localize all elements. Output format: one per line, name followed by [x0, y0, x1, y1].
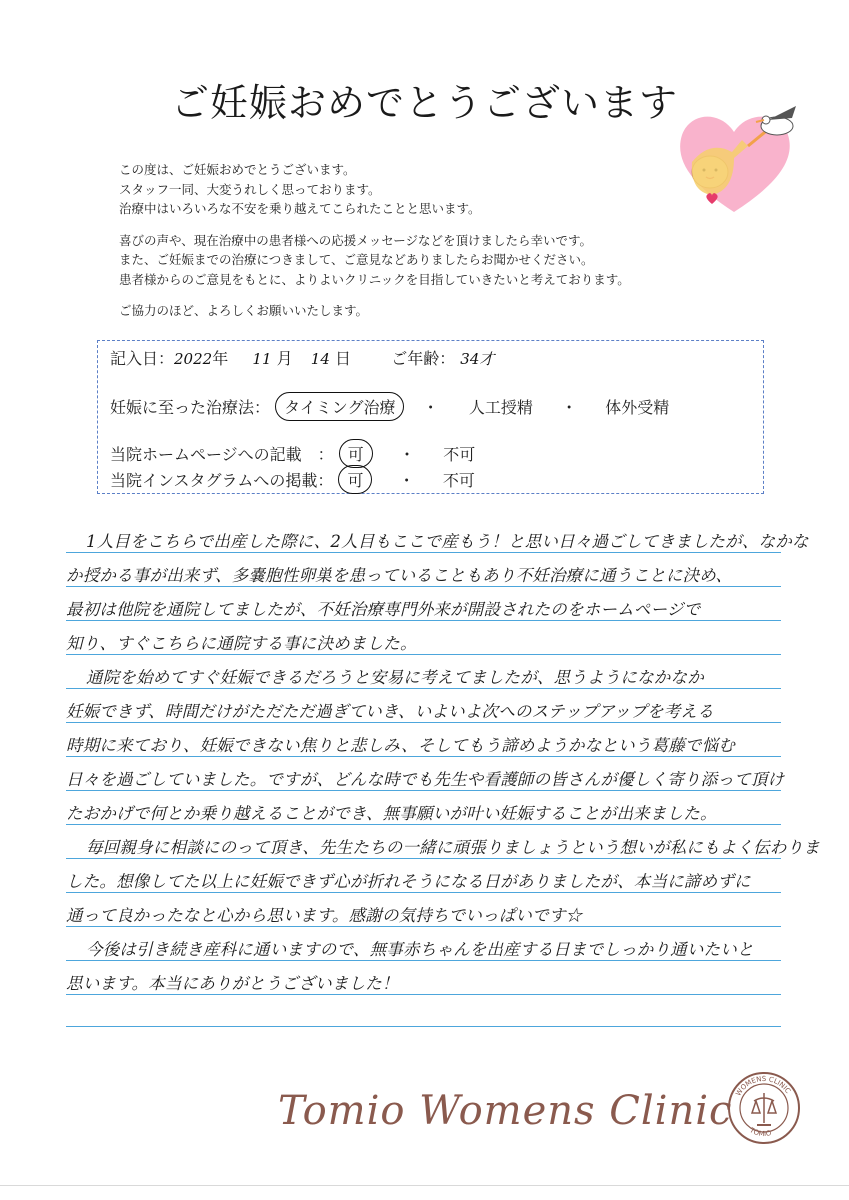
separator: ・ [561, 398, 578, 417]
instagram-deny: 不可 [442, 471, 475, 490]
ruled-line [66, 688, 781, 689]
ruled-line [66, 790, 781, 791]
survey-form-box [97, 340, 764, 494]
intro-line: 治療中はいろいろな不安を乗り越えてこられたことと思います。 [119, 201, 481, 216]
instagram-allow: 可 [338, 465, 372, 494]
age-value: 34才 [460, 350, 495, 368]
date-day-value: 14 [310, 350, 330, 368]
date-month-value: 11 [252, 350, 272, 368]
date-label: 記入日： [110, 349, 175, 368]
month-unit: 月 [276, 349, 293, 368]
message-line: 今後は引き続き産科に通いますので、無事赤ちゃんを出産する日までしっかり通いたいと [86, 940, 754, 959]
clinic-logo: Tomio Womens Clinic [278, 1088, 733, 1134]
treatment-option-timing: タイミング治療 [275, 392, 404, 421]
message-line: たおかげで何とか乗り越えることができ、無事願いが叶い妊娠することが出来ました。 [66, 804, 717, 823]
treatment-option-iui: 人工授精 [468, 398, 533, 417]
date-year-value: 2022 [174, 350, 213, 368]
message-line: か授かる事が出来ず、多嚢胞性卵巣を患っていることもあり不妊治療に通うことに決め、 [66, 566, 733, 585]
instagram-label: 当院インスタグラムへの掲載： [110, 471, 334, 490]
instagram-row [110, 465, 475, 494]
ruled-line [66, 892, 781, 893]
treatment-option-ivf: 体外受精 [605, 398, 670, 417]
separator: ・ [398, 445, 415, 464]
message-line: 日々を過ごしていました。ですが、どんな時でも先生や看護師の皆さんが優しく寄り添って頂け [66, 770, 785, 789]
message-line: 通って良かったなと心から思います。感謝の気持ちでいっぱいです☆ [66, 906, 583, 925]
message-line: 1人目をこちらで出産した際に、2人目もここで産もう！と思い日々過ごしてきましたが、なかな [86, 532, 809, 551]
age-label: ご年齢： [391, 349, 456, 368]
message-line: 毎回親身に相談にのって頂き、先生たちの一緒に頑張りましょうという想いが私にもよく伝わりま [86, 838, 820, 857]
ruled-line [66, 586, 781, 587]
separator: ・ [422, 398, 439, 417]
intro-line: この度は、ご妊娠おめでとうございます。 [119, 162, 356, 177]
intro-text [119, 160, 779, 321]
message-line: 妊娠できず、時間だけがただただ過ぎていき、いよいよ次へのステップアップを考える [66, 702, 714, 721]
treatment-label: 妊娠に至った治療法： [110, 398, 271, 417]
svg-text:WOMENS CLINIC: WOMENS CLINIC [734, 1074, 792, 1098]
ruled-line [66, 722, 781, 723]
intro-line: スタッフ一同、大変うれしく思っております。 [119, 181, 381, 197]
treatment-row [110, 392, 669, 421]
homepage-row [110, 439, 475, 468]
message-line: した。想像してた以上に妊娠できず心が折れそうになる日がありましたが、本当に諦めずに [66, 872, 751, 891]
message-line: 時期に来ており、妊娠できない焦りと悲しみ、そしてもう諦めようかなという葛藤で悩む [66, 736, 735, 755]
ruled-line [66, 824, 781, 825]
message-line: 知り、すぐこちらに通院する事に決めました。 [66, 634, 417, 653]
year-unit: 年 [212, 349, 229, 368]
ruled-line [66, 654, 781, 655]
homepage-label: 当院ホームページへの記載 ： [110, 445, 334, 464]
separator: ・ [398, 471, 415, 490]
intro-line: ご協力のほど、よろしくお願いいたします。 [119, 303, 369, 318]
page-edge-rule [0, 1185, 849, 1186]
ruled-line [66, 926, 781, 927]
ruled-line [66, 1026, 781, 1027]
homepage-allow: 可 [339, 439, 373, 468]
message-line: 最初は他院を通院してましたが、不妊治療専門外来が開設されたのをホームページで [66, 600, 701, 619]
ruled-line [66, 620, 781, 621]
message-line: 通院を始めてすぐ妊娠できるだろうと安易に考えてましたが、思うようになかなか [86, 668, 704, 687]
day-unit: 日 [334, 349, 351, 368]
intro-line: また、ご妊娠までの治療につきまして、ご意見などありましたらお聞かせください。 [119, 252, 594, 267]
intro-line: 患者様からのご意見をもとに、よりよいクリニックを目指していきたいと考えております。 [119, 271, 630, 287]
ruled-line [66, 960, 781, 961]
page-title: ご妊娠おめでとうございます [170, 81, 678, 125]
ruled-line [66, 756, 781, 757]
ruled-line [66, 858, 781, 859]
intro-line: 喜びの声や、現在治療中の患者様への応援メッセージなどを頂けましたら幸いです。 [119, 232, 593, 248]
svg-text:TOMIO: TOMIO [748, 1126, 773, 1139]
message-line: 思います。本当にありがとうございました！ [66, 974, 399, 993]
homepage-deny: 不可 [443, 445, 476, 464]
ruled-line [66, 994, 781, 995]
ruled-line [66, 552, 781, 553]
date-row [110, 346, 494, 369]
clinic-seal-icon [727, 1071, 801, 1145]
